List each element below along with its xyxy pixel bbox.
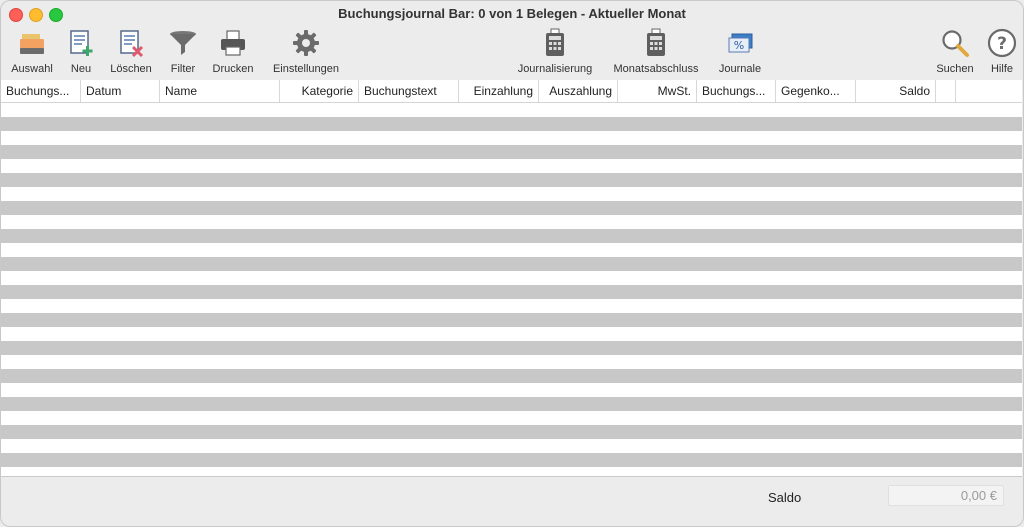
monatsabschluss-button[interactable]: Monatsabschluss xyxy=(608,26,704,78)
funnel-icon xyxy=(166,26,200,60)
table-header xyxy=(1,80,1022,103)
column-header-buchungstext[interactable]: Buchungstext xyxy=(359,80,459,102)
column-header-einzahlung[interactable]: Einzahlung xyxy=(459,80,539,102)
journal-table[interactable] xyxy=(1,80,1022,477)
help-icon xyxy=(985,26,1019,60)
auswahl-button[interactable]: Auswahl xyxy=(8,26,56,78)
column-header-datum[interactable]: Datum xyxy=(81,80,160,102)
column-header-mwst[interactable]: MwSt. xyxy=(618,80,697,102)
printer-icon xyxy=(216,26,250,60)
journalisierung-button[interactable]: Journalisierung xyxy=(511,26,599,78)
column-header-buchungsnummer[interactable]: Buchungs... xyxy=(1,80,81,102)
new-document-icon xyxy=(64,26,98,60)
suchen-button[interactable]: Suchen xyxy=(932,26,978,78)
column-header-auszahlung[interactable]: Auszahlung xyxy=(539,80,618,102)
loeschen-button[interactable]: Löschen xyxy=(106,26,156,78)
column-header-kategorie[interactable]: Kategorie xyxy=(280,80,359,102)
calculator-icon xyxy=(538,26,572,60)
svg-text:?: ? xyxy=(997,34,1007,54)
titlebar xyxy=(0,0,1024,28)
delete-document-icon xyxy=(114,26,148,60)
svg-text:%: % xyxy=(733,39,745,52)
filter-button[interactable]: Filter xyxy=(164,26,202,78)
drucken-button[interactable]: Drucken xyxy=(208,26,258,78)
window-title: Buchungsjournal Bar: 0 von 1 Belegen - Aktueller Monat xyxy=(338,6,686,21)
table-rows[interactable] xyxy=(1,103,1022,476)
folder-icon xyxy=(15,26,49,60)
search-icon xyxy=(938,26,972,60)
footer xyxy=(0,476,1024,527)
calculator-icon xyxy=(639,26,673,60)
column-header-extra xyxy=(936,80,956,102)
column-header-gegenkonto[interactable]: Gegenko... xyxy=(776,80,856,102)
column-header-saldo[interactable]: Saldo xyxy=(856,80,936,102)
gear-icon xyxy=(289,26,323,60)
saldo-label: Saldo xyxy=(768,490,802,505)
money-journal-icon xyxy=(723,26,757,60)
journale-button[interactable]: % Journale xyxy=(714,26,766,78)
einstellungen-button[interactable]: Einstellungen xyxy=(268,26,344,78)
neu-button[interactable]: Neu xyxy=(64,26,98,78)
saldo-value-field: 0,00 € xyxy=(888,485,1004,506)
column-header-name[interactable]: Name xyxy=(160,80,280,102)
column-header-buchungsart[interactable]: Buchungs... xyxy=(697,80,776,102)
hilfe-button[interactable]: ? Hilfe xyxy=(984,26,1020,78)
toolbar xyxy=(0,26,1024,80)
